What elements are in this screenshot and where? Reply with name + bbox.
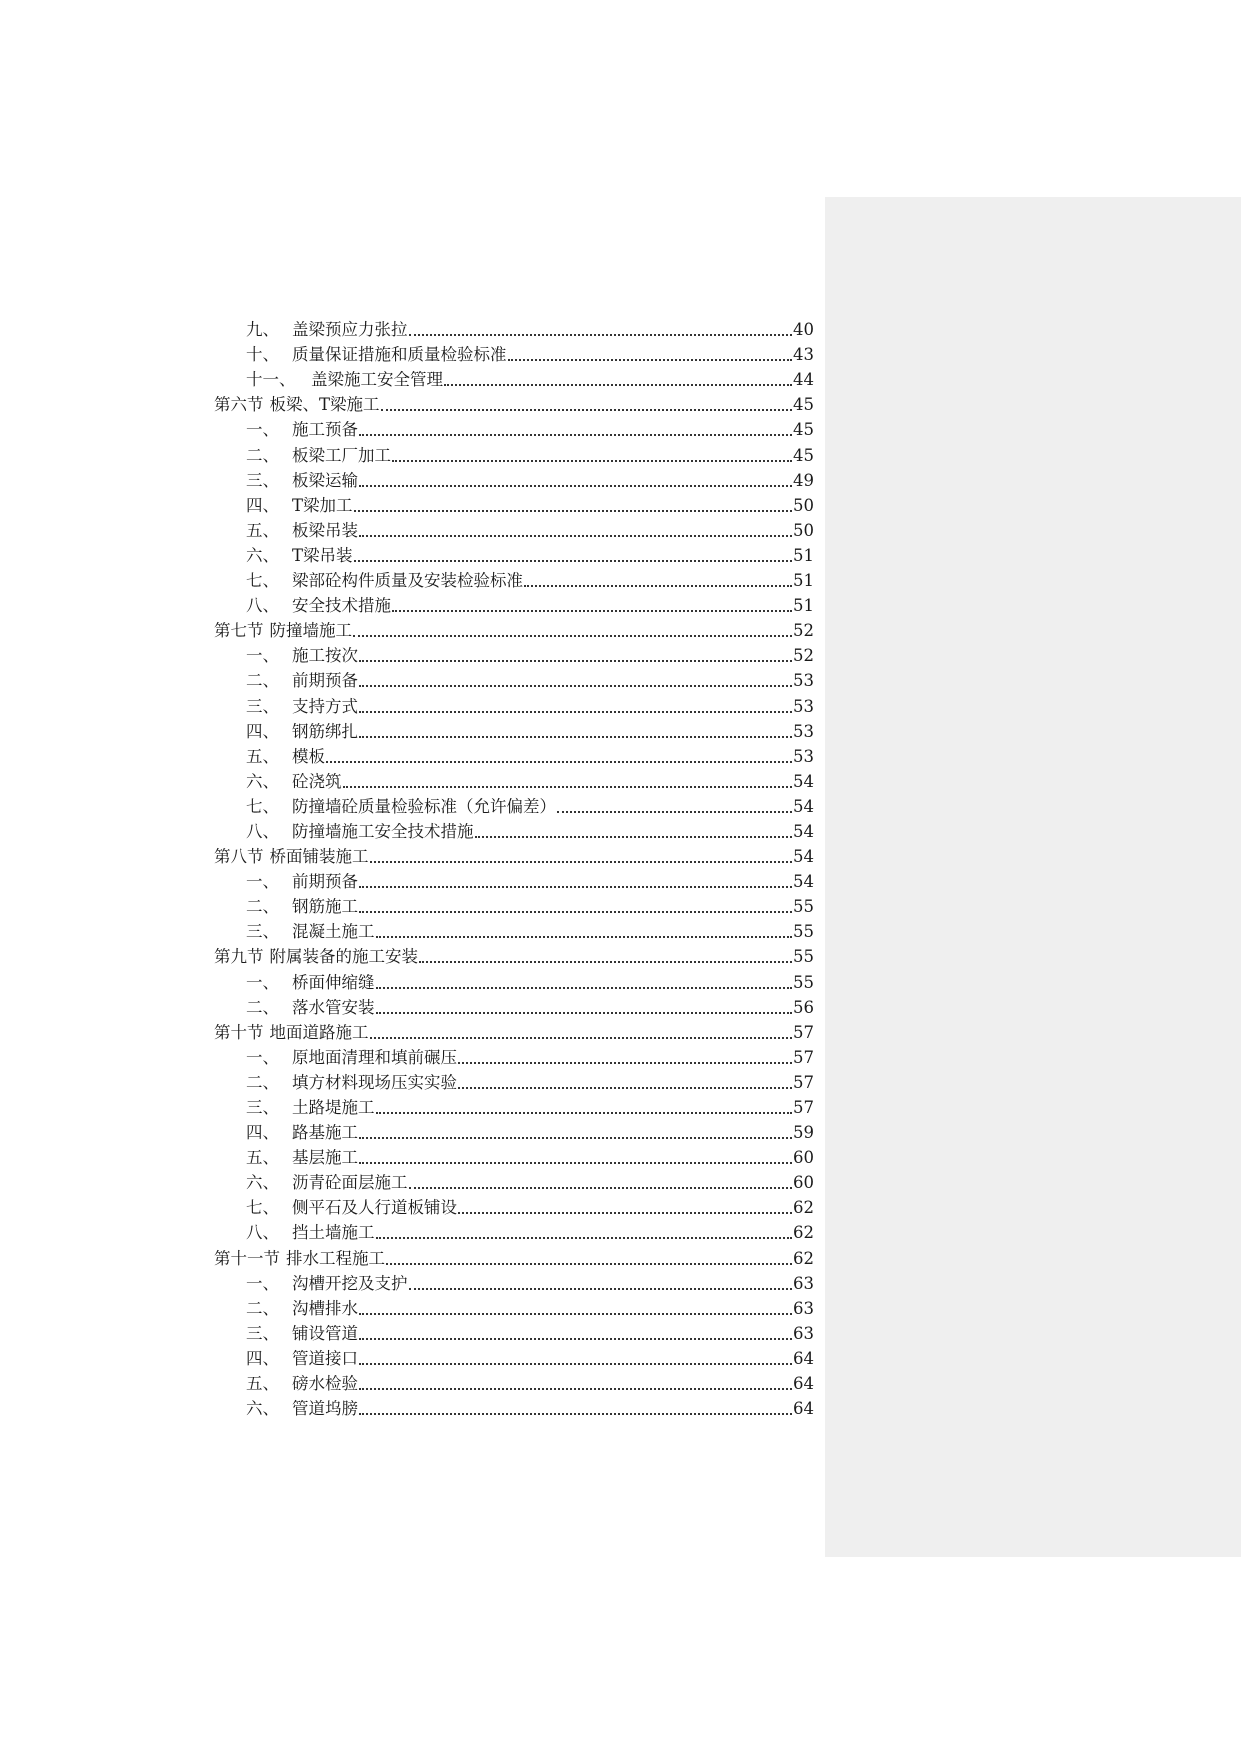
toc-entry-title: 侧平石及人行道板铺设 [292,1198,457,1218]
toc-entry-page-number: 52 [793,646,814,666]
toc-entry-title: 磅水检验 [292,1374,358,1394]
toc-entry-title: 钢筋绑扎 [292,721,358,741]
toc-entry-number: 二、 [246,897,279,917]
toc-entry-page-number: 64 [793,1348,814,1368]
toc-entry-title: 施工预备 [292,420,358,440]
toc-entry-title: 桥面铺装施工 [269,847,369,867]
toc-subsection-entry[interactable] [214,340,814,365]
table-of-contents [214,315,814,1419]
toc-dot-leader [376,1110,793,1114]
toc-entry-number: 一、 [246,972,279,992]
toc-entry-number: 二、 [246,445,279,465]
toc-dot-leader [353,633,792,637]
toc-dot-leader [359,432,792,436]
toc-subsection-entry[interactable] [214,1319,814,1344]
toc-subsection-entry[interactable] [214,1068,814,1093]
toc-subsection-entry[interactable] [214,1168,814,1193]
toc-entry-page-number: 53 [793,746,814,766]
toc-dot-leader [370,859,793,863]
toc-entry-title: 落水管安装 [292,997,375,1017]
toc-entry-number: 一、 [246,420,279,440]
toc-entry-number: 一、 [246,1047,279,1067]
toc-entry-title: 模板 [292,746,325,766]
toc-entry-page-number: 45 [793,395,814,415]
toc-entry-page-number: 54 [793,796,814,816]
toc-dot-leader [370,1035,793,1039]
toc-entry-title: 盖梁施工安全管理 [311,370,443,390]
toc-entry-title: 盖梁预应力张拉 [292,320,408,340]
toc-subsection-entry[interactable] [214,867,814,892]
toc-dot-leader [376,985,793,989]
toc-entry-page-number: 55 [793,972,814,992]
toc-dot-leader [326,759,792,763]
toc-entry-number: 七、 [246,571,279,591]
toc-entry-number: 三、 [246,1323,279,1343]
toc-dot-leader [359,533,792,537]
toc-entry-number: 三、 [246,470,279,490]
toc-subsection-entry[interactable] [214,691,814,716]
toc-entry-number: 第十节 [214,1022,264,1042]
toc-entry-page-number: 60 [793,1173,814,1193]
toc-subsection-entry[interactable] [214,1269,814,1294]
toc-section-entry[interactable] [214,1018,814,1043]
toc-entry-number: 三、 [246,696,279,716]
toc-entry-page-number: 56 [793,997,814,1017]
toc-dot-leader [354,558,792,562]
toc-dot-leader [409,1185,793,1189]
toc-entry-number: 二、 [246,1072,279,1092]
toc-subsection-entry[interactable] [214,516,814,541]
toc-subsection-entry[interactable] [214,1394,814,1419]
toc-entry-page-number: 54 [793,821,814,841]
toc-entry-title: 支持方式 [292,696,358,716]
toc-entry-page-number: 57 [793,1098,814,1117]
toc-subsection-entry[interactable] [214,315,814,340]
toc-entry-page-number: 44 [793,370,814,390]
toc-dot-leader [419,959,792,963]
toc-entry-title: 板梁工厂加工 [292,445,391,465]
toc-subsection-entry[interactable] [214,742,814,767]
toc-subsection-entry[interactable] [214,1193,814,1218]
toc-entry-page-number: 54 [793,872,814,892]
toc-subsection-entry[interactable] [214,892,814,917]
toc-entry-title: 板梁运输 [292,470,358,490]
toc-entry-title: T梁加工 [292,495,353,515]
toc-dot-leader [359,658,792,662]
toc-entry-page-number: 63 [793,1273,814,1293]
toc-dot-leader [354,508,792,512]
toc-entry-number: 四、 [246,1123,279,1143]
toc-dot-leader [458,1210,792,1214]
toc-dot-leader [359,884,792,888]
toc-entry-page-number: 62 [793,1223,814,1243]
toc-dot-leader [376,1010,793,1014]
toc-entry-number: 七、 [246,796,279,816]
toc-entry-page-number: 62 [793,1248,814,1268]
toc-entry-title: 梁部砼构件质量及安装检验标准 [292,571,523,591]
toc-entry-title: 沟槽排水 [292,1298,358,1318]
toc-dot-leader [381,407,792,411]
toc-subsection-entry[interactable] [214,1369,814,1394]
toc-entry-number: 二、 [246,671,279,691]
toc-entry-title: 板梁吊装 [292,520,358,540]
toc-dot-leader [359,1160,792,1164]
toc-entry-number: 五、 [246,1148,279,1168]
toc-entry-page-number: 59 [793,1123,814,1143]
toc-entry-title: 前期预备 [292,671,358,691]
toc-entry-page-number: 51 [793,596,814,616]
toc-entry-page-number: 51 [793,571,814,591]
toc-section-entry[interactable] [214,842,814,867]
toc-entry-title: 原地面清理和填前碾压 [292,1047,457,1067]
toc-subsection-entry[interactable] [214,1043,814,1068]
toc-dot-leader [359,1311,792,1315]
toc-entry-page-number: 43 [793,345,814,365]
comment-pane [825,197,1241,1557]
toc-entry-number: 第十一节 [214,1248,280,1268]
toc-subsection-entry[interactable] [214,491,814,516]
toc-entry-number: 五、 [246,746,279,766]
toc-entry-number: 六、 [246,545,279,565]
toc-entry-title: 安全技术措施 [292,596,391,616]
toc-subsection-entry[interactable] [214,415,814,440]
toc-dot-leader [359,1386,792,1390]
toc-dot-leader [359,1411,792,1415]
toc-entry-page-number: 62 [793,1198,814,1218]
toc-entry-number: 三、 [246,922,279,942]
toc-dot-leader [359,1135,792,1139]
toc-entry-page-number: 63 [793,1298,814,1318]
toc-entry-number: 六、 [246,1399,279,1419]
toc-subsection-entry[interactable] [214,1344,814,1369]
toc-dot-leader [376,934,793,938]
toc-subsection-entry[interactable] [214,440,814,465]
toc-entry-page-number: 63 [793,1323,814,1343]
toc-entry-number: 四、 [246,721,279,741]
toc-entry-title: 沥青砼面层施工 [292,1173,408,1193]
toc-subsection-entry[interactable] [214,591,814,616]
toc-entry-page-number: 52 [793,621,814,641]
toc-entry-title: 混凝土施工 [292,922,375,942]
toc-entry-title: 防撞墙施工安全技术措施 [292,821,474,841]
toc-entry-page-number: 51 [793,545,814,565]
toc-dot-leader [392,458,792,462]
toc-entry-number: 四、 [246,1348,279,1368]
toc-entry-number: 第九节 [214,947,264,967]
toc-subsection-entry[interactable] [214,1294,814,1319]
toc-entry-number: 二、 [246,997,279,1017]
toc-dot-leader [359,734,792,738]
toc-entry-page-number: 55 [793,897,814,917]
toc-dot-leader [557,809,792,813]
toc-entry-number: 四、 [246,495,279,515]
toc-entry-number: 第八节 [214,847,264,867]
toc-entry-title: 填方材料现场压实实验 [292,1072,457,1092]
toc-entry-number: 五、 [246,520,279,540]
toc-entry-page-number: 57 [793,1022,814,1042]
toc-entry-title: 沟槽开挖及支护 [292,1273,408,1293]
toc-subsection-entry[interactable] [214,1093,814,1118]
toc-entry-title: 砼浇筑 [292,771,342,791]
toc-subsection-entry[interactable] [214,917,814,942]
toc-entry-title: 钢筋施工 [292,897,358,917]
toc-section-entry[interactable] [214,942,814,967]
toc-dot-leader [524,583,792,587]
toc-subsection-entry[interactable] [214,1118,814,1143]
toc-section-entry[interactable] [214,1243,814,1268]
toc-entry-title: 防撞墙施工 [269,621,352,641]
toc-subsection-entry[interactable] [214,817,814,842]
toc-dot-leader [475,834,793,838]
toc-entry-title: 基层施工 [292,1148,358,1168]
toc-subsection-entry[interactable] [214,466,814,491]
toc-subsection-entry[interactable] [214,566,814,591]
toc-entry-number: 二、 [246,1298,279,1318]
toc-entry-number: 第六节 [214,395,264,415]
toc-entry-number: 一、 [246,1273,279,1293]
toc-entry-number: 八、 [246,821,279,841]
toc-entry-title: 附属装备的施工安装 [269,947,418,967]
toc-dot-leader [392,608,792,612]
toc-dot-leader [359,909,792,913]
toc-entry-number: 第七节 [214,621,264,641]
toc-entry-page-number: 50 [793,495,814,515]
toc-entry-number: 十、 [246,345,279,365]
toc-entry-page-number: 53 [793,671,814,691]
toc-entry-title: 管道坞膀 [292,1399,358,1419]
toc-entry-page-number: 60 [793,1148,814,1168]
toc-entry-number: 一、 [246,872,279,892]
toc-dot-leader [359,1361,792,1365]
toc-section-entry[interactable] [214,616,814,641]
toc-entry-title: 土路堤施工 [292,1098,375,1117]
toc-dot-leader [376,1235,793,1239]
toc-entry-number: 七、 [246,1198,279,1218]
toc-subsection-entry[interactable] [214,993,814,1018]
toc-entry-title: 管道接口 [292,1348,358,1368]
toc-subsection-entry[interactable] [214,1218,814,1243]
toc-entry-page-number: 50 [793,520,814,540]
toc-subsection-entry[interactable] [214,967,814,992]
toc-subsection-entry[interactable] [214,792,814,817]
toc-subsection-entry[interactable] [214,1143,814,1168]
toc-entry-number: 九、 [246,320,279,340]
toc-dot-leader [359,483,792,487]
toc-entry-page-number: 54 [793,847,814,867]
toc-entry-number: 十一、 [246,370,296,390]
toc-entry-page-number: 53 [793,721,814,741]
toc-entry-number: 八、 [246,1223,279,1243]
toc-entry-page-number: 57 [793,1072,814,1092]
toc-dot-leader [458,1085,792,1089]
toc-dot-leader [359,1336,792,1340]
toc-dot-leader [359,709,792,713]
toc-subsection-entry[interactable] [214,541,814,566]
toc-entry-page-number: 40 [793,320,814,340]
toc-entry-title: 挡土墙施工 [292,1223,375,1243]
toc-dot-leader [458,1060,792,1064]
toc-entry-title: 板梁、T梁施工 [269,395,380,415]
toc-dot-leader [508,357,793,361]
toc-dot-leader [444,382,792,386]
toc-entry-title: 前期预备 [292,872,358,892]
toc-dot-leader [409,332,793,336]
toc-section-entry[interactable] [214,390,814,415]
toc-dot-leader [386,1261,792,1265]
toc-entry-number: 一、 [246,646,279,666]
toc-entry-title: 防撞墙砼质量检验标准（允许偏差） [292,796,556,816]
toc-subsection-entry[interactable] [214,717,814,742]
toc-entry-title: 地面道路施工 [269,1022,369,1042]
toc-entry-page-number: 64 [793,1399,814,1419]
toc-subsection-entry[interactable] [214,767,814,792]
toc-entry-page-number: 57 [793,1047,814,1067]
toc-entry-page-number: 45 [793,445,814,465]
toc-entry-number: 六、 [246,1173,279,1193]
toc-entry-title: T梁吊装 [292,545,353,565]
toc-entry-title: 排水工程施工 [286,1248,385,1268]
toc-subsection-entry[interactable] [214,365,814,390]
toc-entry-page-number: 55 [793,947,814,967]
toc-entry-number: 六、 [246,771,279,791]
toc-entry-page-number: 64 [793,1374,814,1394]
toc-dot-leader [409,1286,793,1290]
toc-dot-leader [359,683,792,687]
toc-entry-page-number: 45 [793,420,814,440]
toc-entry-page-number: 53 [793,696,814,716]
toc-entry-title: 施工按次 [292,646,358,666]
toc-entry-number: 八、 [246,596,279,616]
toc-dot-leader [343,784,793,788]
toc-entry-page-number: 55 [793,922,814,942]
toc-entry-title: 铺设管道 [292,1323,358,1343]
toc-entry-page-number: 49 [793,470,814,490]
toc-entry-page-number: 54 [793,771,814,791]
toc-entry-number: 三、 [246,1098,279,1117]
toc-entry-title: 桥面伸缩缝 [292,972,375,992]
toc-entry-title: 质量保证措施和质量检验标准 [292,345,507,365]
toc-entry-number: 五、 [246,1374,279,1394]
toc-subsection-entry[interactable] [214,666,814,691]
toc-entry-title: 路基施工 [292,1123,358,1143]
toc-subsection-entry[interactable] [214,641,814,666]
